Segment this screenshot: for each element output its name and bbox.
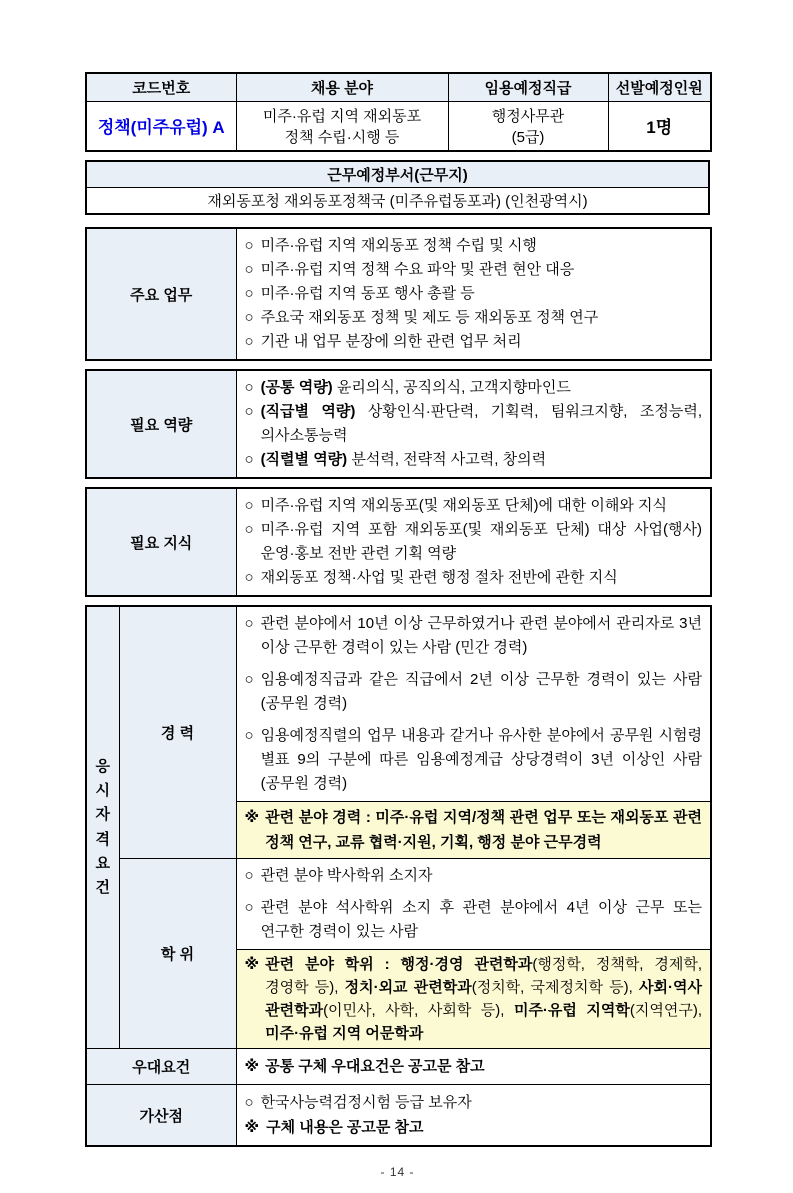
- bonus-note: [245, 1115, 703, 1140]
- knowledge-label: 필요 지식: [86, 488, 236, 596]
- bonus-content: [236, 1085, 711, 1147]
- degree-text: 관련 분야 석사학위 소지 후 관련 분야에서 4년 이상 근무 또는 연구한 경력이 있는 사람: [260, 899, 702, 940]
- career-item: [245, 668, 703, 716]
- recruit-field-header: 채용 분야: [236, 73, 448, 101]
- circle-bullet: ○: [244, 671, 254, 688]
- knowledge-text: 미주·유럽 지역 포함 재외동포(및 재외동포 단체) 대상 사업(행사) 운영·홍보 전반 관련 기획 역량: [260, 521, 702, 562]
- duties-content: [236, 228, 711, 360]
- competencies-content: [236, 370, 711, 478]
- competency-detail: 상황인식·판단력, 기획력, 팀워크지향, 조정능력, 의사소통능력: [260, 403, 702, 444]
- competency-detail: 분석력, 전략적 사고력, 창의력: [351, 451, 547, 468]
- degree-note-text: [265, 953, 702, 1045]
- duties-table: [85, 227, 712, 361]
- reference-mark-icon: ※: [244, 1119, 260, 1136]
- duty-item: [245, 306, 703, 330]
- department-value: 재외동포청 재외동포정책국 (미주유럽동포과) (인천광역시): [86, 188, 709, 215]
- duty-text: 미주·유럽 지역 재외동포 정책 수립 및 시행: [260, 237, 537, 254]
- degree-text: 관련 분야 박사학위 소지자: [260, 867, 433, 884]
- headcount-value: 1명: [608, 101, 711, 151]
- competency-text: [261, 400, 702, 448]
- competencies-label: 필요 역량: [86, 370, 236, 478]
- duty-item: [245, 330, 703, 354]
- career-item: [245, 612, 703, 660]
- duty-text: 미주·유럽 지역 동포 행사 총괄 등: [260, 285, 475, 302]
- duty-item: [245, 258, 703, 282]
- code-number-header: 코드번호: [86, 73, 236, 101]
- circle-bullet: ○: [244, 521, 254, 538]
- circle-bullet: ○: [244, 403, 254, 420]
- duty-item: [245, 282, 703, 306]
- circle-bullet: ○: [244, 333, 254, 350]
- qualifications-group-label-text: 응시자격요건: [95, 757, 110, 897]
- circle-bullet: ○: [244, 497, 254, 514]
- circle-bullet: ○: [244, 727, 254, 744]
- department-table: [85, 160, 710, 215]
- preferred-content: [236, 1049, 711, 1085]
- department-header: 근무예정부서(근무지): [86, 161, 709, 188]
- career-label: 경 력: [119, 606, 236, 859]
- circle-bullet: ○: [244, 237, 254, 254]
- competency-text: [261, 376, 702, 400]
- code-number-value: 정책(미주유럽) A: [86, 101, 236, 151]
- competency-detail: 윤리의식, 공직의식, 고객지향마인드: [336, 379, 571, 396]
- degree-note-segment: (이민사, 사학, 사회학 등),: [323, 1002, 514, 1019]
- knowledge-item: [245, 494, 703, 518]
- degree-note-segment: 관련 분야 학위 : 행정·경영 관련학과: [265, 956, 533, 973]
- career-content: [236, 606, 711, 802]
- competency-category: (직급별 역량): [260, 403, 356, 420]
- career-note-line: [245, 805, 703, 855]
- bonus-item: [245, 1090, 703, 1115]
- grade-line2: (5급): [511, 128, 545, 146]
- competencies-table: [85, 369, 712, 479]
- reference-mark-icon: ※: [244, 809, 260, 826]
- degree-note-segment: (지역연구),: [629, 1002, 702, 1019]
- knowledge-item: [245, 518, 703, 566]
- knowledge-table: [85, 487, 712, 597]
- degree-item: [245, 864, 703, 888]
- career-item: [245, 724, 703, 796]
- degree-related-field-note: [236, 950, 711, 1049]
- degree-item: [245, 896, 703, 944]
- recruit-overview-table: [85, 72, 712, 152]
- bonus-item-text: 한국사능력검정시험 등급 보유자: [260, 1094, 472, 1111]
- circle-bullet: ○: [244, 451, 254, 468]
- circle-bullet: ○: [244, 309, 254, 326]
- degree-note-segment: (행정학, 정책학, 경제학, 경영학 등),: [265, 956, 702, 996]
- qualifications-group-label: [86, 606, 119, 1049]
- duty-text: 미주·유럽 지역 정책 수요 파악 및 관련 현안 대응: [260, 261, 575, 278]
- competency-item: [245, 376, 703, 400]
- knowledge-text: 재외동포 정책·사업 및 관련 행정 절차 전반에 관한 지식: [260, 569, 618, 586]
- bonus-note-text: 구체 내용은 공고문 참고: [266, 1119, 424, 1136]
- competency-item: [245, 448, 703, 472]
- career-text: 임용예정직급과 같은 직급에서 2년 이상 근무한 경력이 있는 사람 (공무원 경력): [260, 671, 702, 712]
- career-note-text: 관련 분야 경력 : 미주·유럽 지역/정책 관련 업무 또는 재외동포 관련 정책 연구, 교류 협력·지원, 기획, 행정 분야 근무경력: [265, 809, 702, 851]
- competency-text: [261, 448, 702, 472]
- competency-category: (공통 역량): [260, 379, 333, 396]
- circle-bullet: ○: [244, 285, 254, 302]
- duty-text: 기관 내 업무 분장에 의한 관련 업무 처리: [260, 333, 522, 350]
- reference-mark-icon: ※: [244, 1058, 260, 1075]
- page-number: - 14 -: [380, 1165, 415, 1179]
- bonus-label: 가산점: [86, 1085, 236, 1147]
- circle-bullet: ○: [244, 379, 254, 396]
- job-posting-document: [85, 72, 710, 1179]
- preferred-text: 공통 구체 우대요건은 공고문 참고: [265, 1058, 485, 1075]
- knowledge-text: 미주·유럽 지역 재외동포(및 재외동포 단체)에 대한 이해와 지식: [260, 497, 667, 514]
- career-text: 관련 분야에서 10년 이상 근무하였거나 관련 분야에서 관리자로 3년 이상 근무한 경력이 있는 사람 (민간 경력): [260, 615, 702, 656]
- degree-note-segment: (정치학, 국제정치학 등),: [471, 979, 640, 996]
- headcount-header: 선발예정인원: [608, 73, 711, 101]
- degree-note-line: [245, 953, 703, 1045]
- grade-header: 임용예정직급: [448, 73, 608, 101]
- competency-category: (직렬별 역량): [260, 451, 348, 468]
- competency-item: [245, 400, 703, 448]
- recruit-header-row: [86, 73, 711, 101]
- circle-bullet: ○: [244, 867, 254, 884]
- circle-bullet: ○: [244, 615, 254, 632]
- circle-bullet: ○: [244, 569, 254, 586]
- degree-note-segment: 사회·역사 관련학과: [265, 979, 702, 1019]
- preferred-note-line: [245, 1054, 703, 1079]
- knowledge-content: [236, 488, 711, 596]
- recruit-field-line1: 미주·유럽 지역 재외동포: [262, 107, 422, 125]
- duties-label: 주요 업무: [86, 228, 236, 360]
- qualifications-table: [85, 605, 712, 1147]
- duty-item: [245, 234, 703, 258]
- degree-content: [236, 859, 711, 950]
- career-related-field-note: [236, 802, 711, 859]
- recruit-data-row: [86, 101, 711, 151]
- degree-label: 학 위: [119, 859, 236, 1049]
- degree-note-segment: 미주·유럽 지역학: [513, 1002, 630, 1019]
- recruit-field-line2: 정책 수립·시행 등: [284, 128, 400, 146]
- degree-note-segment: 정치·외교 관련학과: [344, 979, 472, 996]
- recruit-field-value: [236, 101, 448, 151]
- circle-bullet: ○: [244, 899, 254, 916]
- preferred-label: 우대요건: [86, 1049, 236, 1085]
- degree-note-segment: 미주·유럽 지역 어문학과: [265, 1025, 424, 1042]
- circle-bullet: ○: [244, 261, 254, 278]
- duty-text: 주요국 재외동포 정책 및 제도 등 재외동포 정책 연구: [260, 309, 599, 326]
- knowledge-item: [245, 566, 703, 590]
- grade-line1: 행정사무관: [491, 107, 565, 125]
- reference-mark-icon: ※: [244, 956, 260, 973]
- grade-value: [448, 101, 608, 151]
- circle-bullet: ○: [244, 1094, 254, 1111]
- career-text: 임용예정직렬의 업무 내용과 같거나 유사한 분야에서 공무원 시험령 별표 9의 구분에 따른 임용예정계급 상당경력이 3년 이상인 사람 (공무원 경력): [260, 727, 702, 792]
